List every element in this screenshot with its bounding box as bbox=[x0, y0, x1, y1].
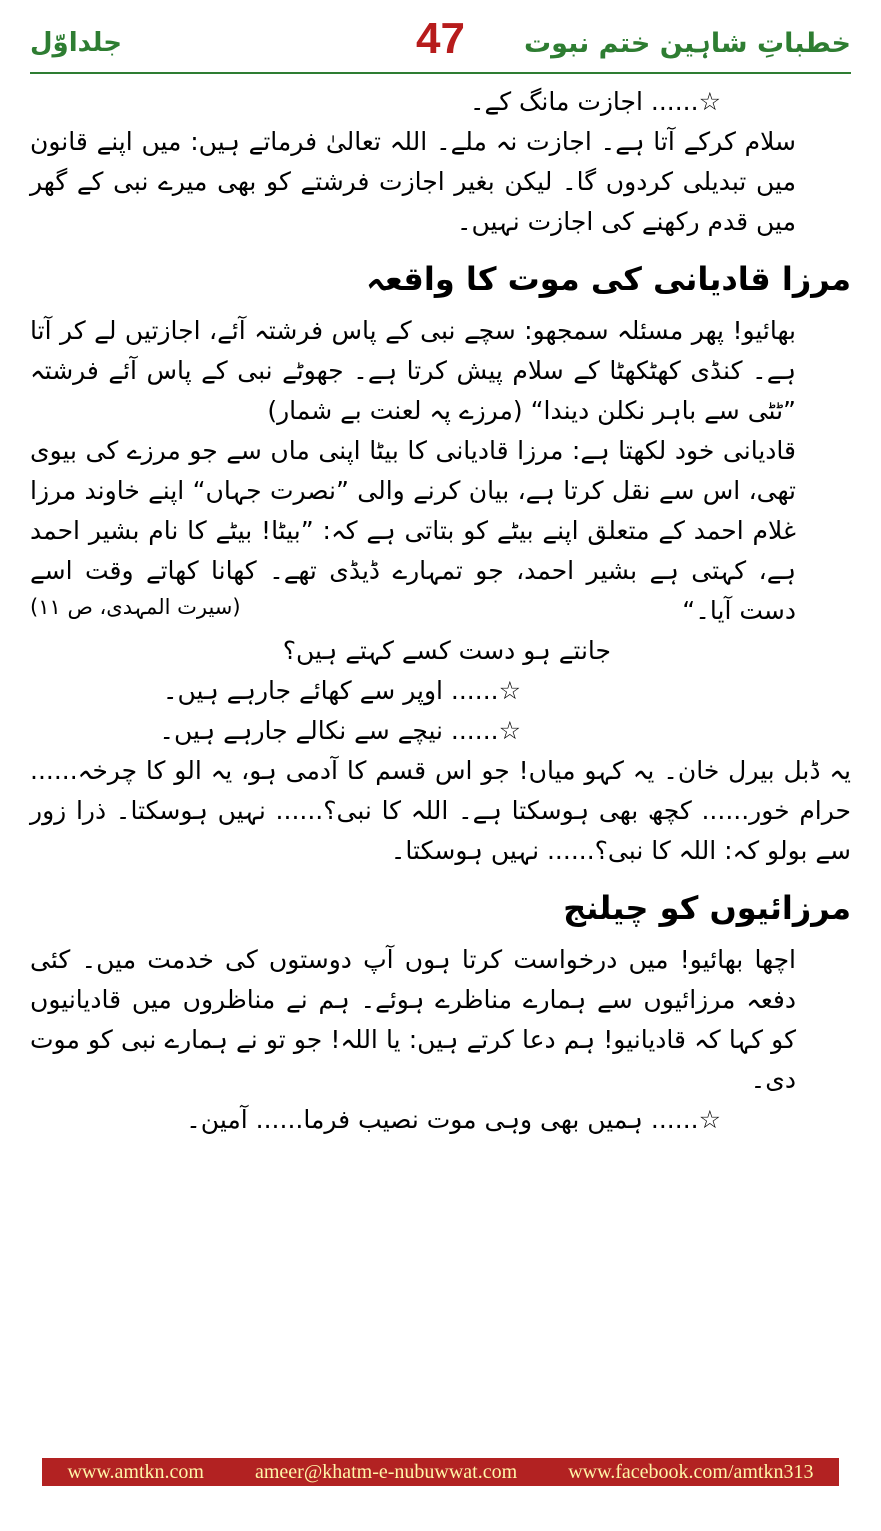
page-number: 47 bbox=[416, 14, 465, 63]
bullet-line: ☆...... نیچے سے نکالے جارہے ہیں۔ bbox=[159, 716, 521, 746]
footer-bar bbox=[42, 1458, 839, 1486]
footer-facebook-link[interactable]: www.facebook.com/amtkn313 bbox=[568, 1460, 814, 1483]
page-header bbox=[30, 14, 851, 68]
paragraph-reference: (مرزے پہ لعنت بے شمار) bbox=[267, 396, 523, 426]
paragraph bbox=[30, 431, 851, 631]
bullet-line: ☆...... اوپر سے کھائے جارہے ہیں۔ bbox=[162, 676, 521, 706]
section-heading: مرزائیوں کو چیلنج bbox=[563, 889, 851, 928]
book-title: خطباتِ شاہین ختم نبوت bbox=[524, 28, 851, 59]
section-heading: مرزا قادیانی کی موت کا واقعہ bbox=[366, 260, 851, 298]
question-line: جانتے ہو دست کسے کہتے ہیں؟ bbox=[282, 636, 611, 666]
footer-email-link[interactable]: ameer@khatm-e-nubuwwat.com bbox=[254, 1460, 518, 1483]
citation: (سیرت المہدی، ص ۱۱) bbox=[30, 595, 241, 620]
paragraph: اچھا بھائیو! میں درخواست کرتا ہوں آپ دوستوں کی خدمت میں۔ کئی دفعہ مرزائیوں سے ہمارے مناظرے ہوئے۔ ہم نے مناظروں میں قادیانیوں کو کہا کہ قادیانیو! ہم دعا کرتے ہیں: یا اللہ! جو تو نے ہمارے نبی کو موت دی۔ bbox=[30, 945, 796, 1095]
header-rule bbox=[30, 72, 851, 74]
paragraph: یہ ڈبل بیرل خان۔ یہ کہو میاں! جو اس قسم کا آدمی ہو، یہ الو کا چرخہ...... حرام خور...... کچھ بھی ہوسکتا ہے۔ اللہ کا نبی؟...... نہیں ہوسکتا۔ ذرا زور سے بولو کہ: اللہ کا نبی؟...... نہیں ہوسکتا۔ bbox=[30, 756, 851, 866]
footer-website-link[interactable]: www.amtkn.com bbox=[67, 1460, 204, 1483]
paragraph: سلام کرکے آتا ہے۔ اجازت نہ ملے۔ اللہ تعالیٰ فرماتے ہیں: میں اپنے قانون میں تبدیلی کردوں گا۔ لیکن بغیر اجازت فرشتے کو بھی میرے نبی کے گھر میں قدم رکھنے کی اجازت نہیں۔ bbox=[30, 127, 796, 236]
page-content bbox=[30, 82, 851, 1140]
bullet-line: ☆...... اجازت مانگ کے۔ bbox=[469, 87, 721, 116]
paragraph-text: بھائیو! پھر مسئلہ سمجھو: سچے نبی کے پاس فرشتہ آئے، اجازتیں لے کر آتا ہے۔ کنڈی کھٹکھٹا کے سلام پیش کرتا ہے۔ جھوٹے نبی کے پاس آئے فرشتہ ”ٹٹی سے باہر نکلن دیندا“ bbox=[30, 316, 796, 426]
volume-label: جلداوّل bbox=[30, 28, 123, 58]
paragraph bbox=[30, 311, 851, 431]
paragraph-text: قادیانی خود لکھتا ہے: مرزا قادیانی کا بیٹا اپنی ماں سے جو مرزے کی بیوی تھی، اس سے نقل کرتا ہے، بیان کرنے والی ”نصرت جہاں“ اپنے خاوند مرزا غلام احمد کے متعلق اپنے بیٹے کو بتاتی ہے کہ: ”بیٹا! بیٹے کا نام بشیر احمد ہے، کہتی ہے بشیر احمد، جو تمہارے ڈیڈی تھے۔ کھانا کھاتے وقت اسے دست آیا۔“ bbox=[30, 436, 796, 626]
bullet-line: ☆...... ہمیں بھی وہی موت نصیب فرما...... آمین۔ bbox=[186, 1105, 721, 1135]
